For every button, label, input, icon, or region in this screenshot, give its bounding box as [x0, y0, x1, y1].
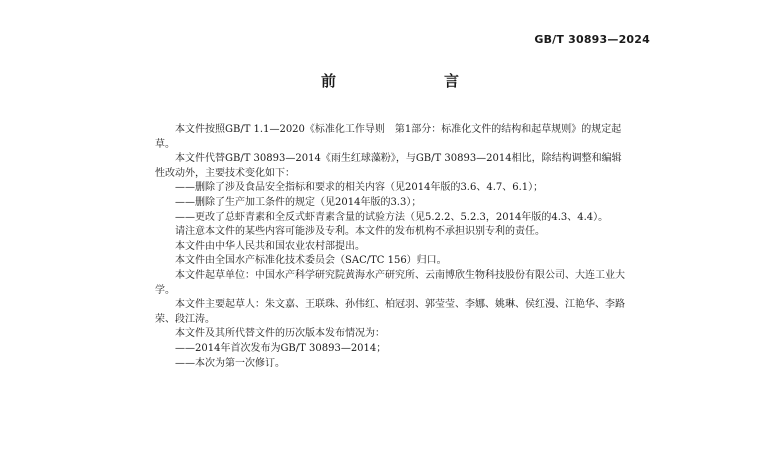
list-item-history-1: ——2014年首次发布为GB/T 30893—2014；	[175, 342, 387, 354]
standard-code: GB/T 30893—2024	[534, 33, 650, 46]
paragraph-drafting-units: 本文件起草单位：中国水产科学研究院黄海水产研究所、云南博欣生物科技股份有限公司、大连工业大学。	[155, 269, 625, 296]
paragraph-replaces: 本文件代替GB/T 30893—2014《雨生红球藻粉》，与GB/T 30893—2014相比，除结构调整和编辑性改动外，主要技术变化如下：	[155, 153, 622, 179]
page-title: 前 言	[320, 72, 485, 90]
paragraph-history: 本文件及其所代替文件的历次版本发布情况为：	[175, 328, 385, 340]
paragraph-proposed-by: 本文件由中华人民共和国农业农村部提出。	[175, 240, 365, 252]
paragraph-drafters: 本文件主要起草人：朱文嘉、王联珠、孙伟红、柏冠羽、郭莹莹、李娜、姚琳、侯红漫、江艳华、李路荣、段江涛。	[155, 299, 625, 325]
list-item-change-3: ——更改了总虾青素和全反式虾青素含量的试验方法（见5.2.2、5.2.3，2014年版的4.3、4.4）。	[175, 211, 609, 223]
paragraph-under-jurisdiction: 本文件由全国水产标准化技术委员会（SAC/TC 156）归口。	[175, 255, 447, 267]
list-item-history-2: ——本次为第一次修订。	[175, 357, 285, 369]
paragraph-drafting-rules: 本文件按照GB/T 1.1—2020《标准化工作导则 第1部分：标准化文件的结构和起草规则》的规定起草。	[155, 124, 622, 150]
paragraph-patent-notice: 请注意本文件的某些内容可能涉及专利。本文件的发布机构不承担识别专利的责任。	[175, 226, 545, 238]
preface-body	[155, 123, 625, 371]
list-item-change-1: ——删除了涉及食品安全指标和要求的相关内容（见2014年版的3.6、4.7、6.1）；	[175, 182, 544, 194]
list-item-change-2: ——删除了生产加工条件的规定（见2014年版的3.3）；	[175, 196, 422, 208]
